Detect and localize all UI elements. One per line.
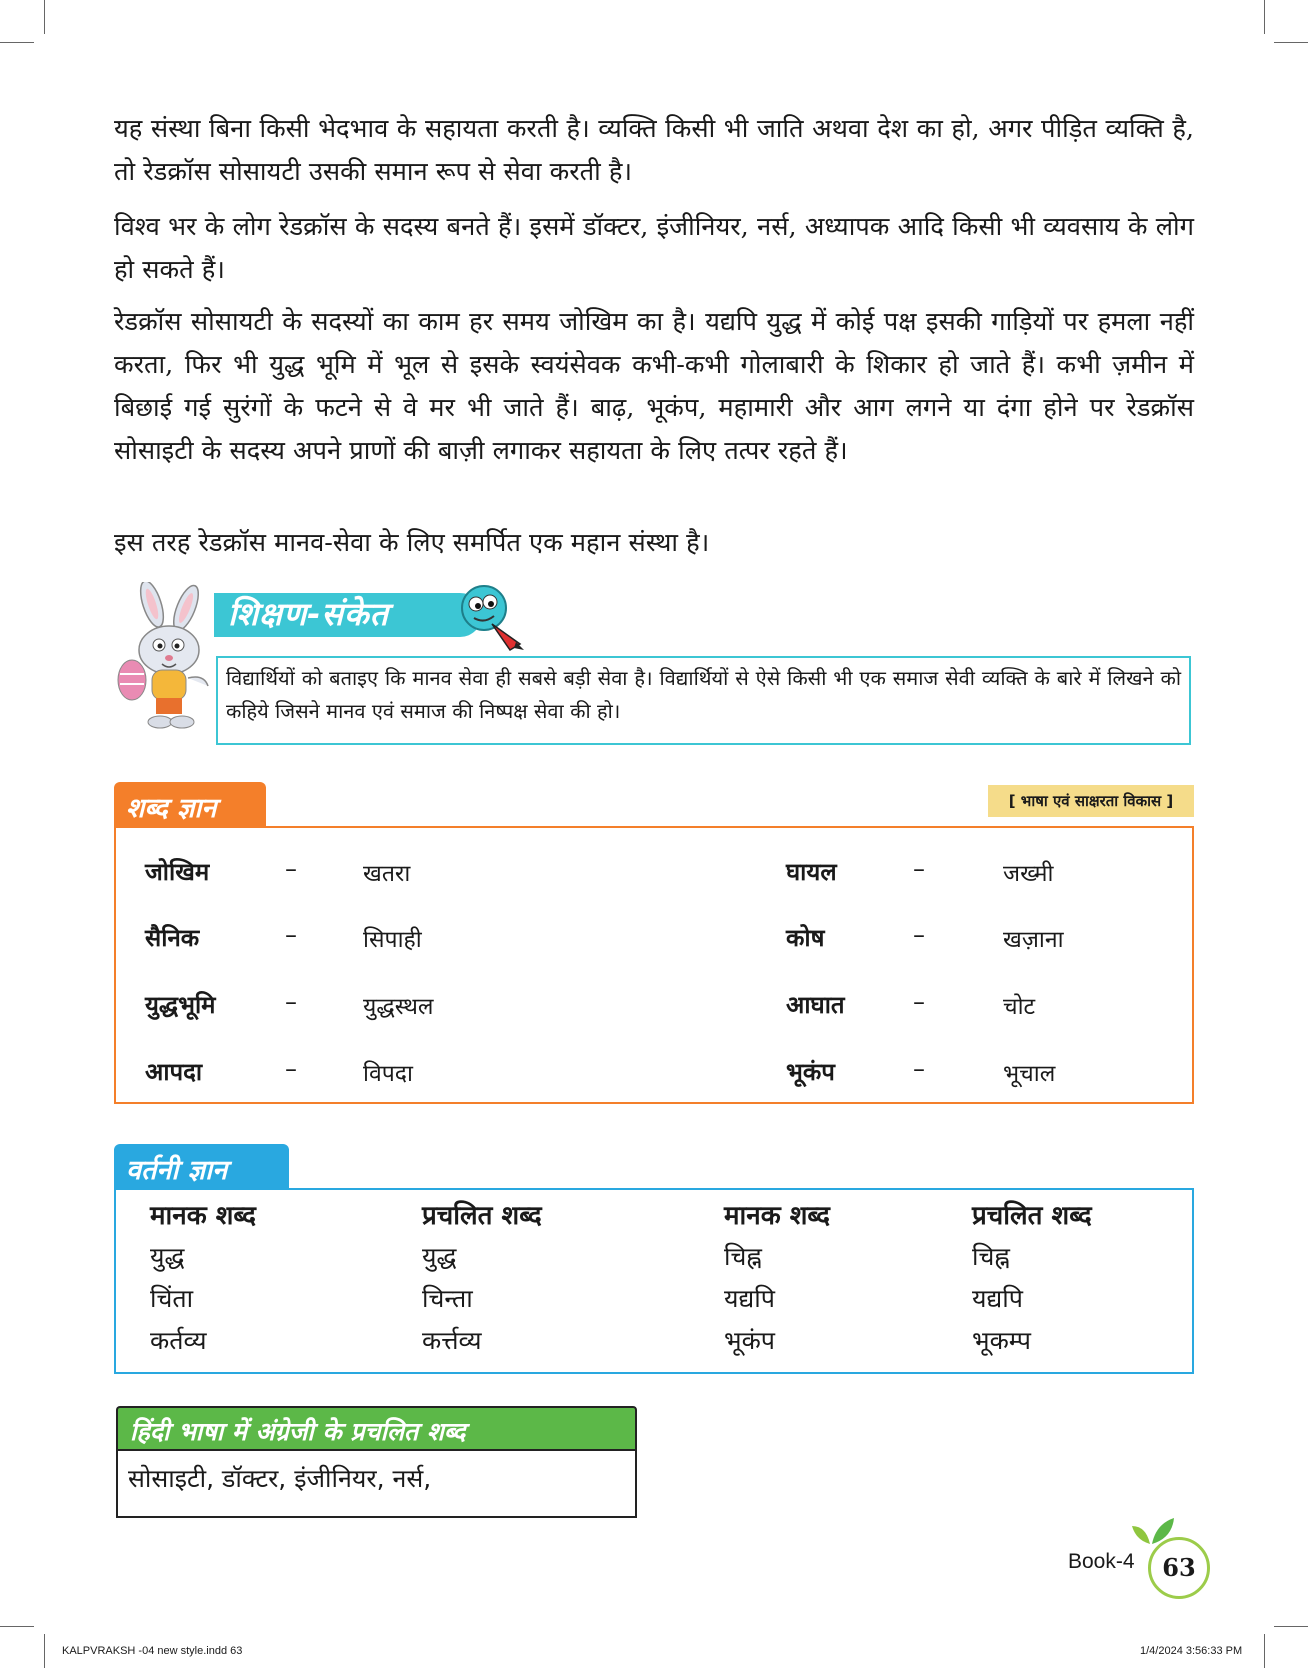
- crop-mark: [1264, 1634, 1265, 1668]
- teaching-hint-box: विद्यार्थियों को बताइए कि मानव सेवा ही सबसे बड़ी सेवा है। विद्यार्थियों से ऐसे किसी भी एक समाज सेवी व्यक्ति के बारे में लिखने को कहिये जिसने मानव एवं समाज की निष्पक्ष सेवा की हो।: [216, 656, 1191, 745]
- paragraph-2: विश्व भर के लोग रेडक्रॉस के सदस्य बनते हैं। इसमें डॉक्टर, इंजीनियर, नर्स, अध्यापक आदि किसी भी व्यवसाय के लोग हो सकते हैं।: [114, 212, 1194, 285]
- spelling-cell: यद्यपि: [724, 1284, 775, 1313]
- spelling-cell: चिन्ता: [422, 1284, 473, 1313]
- vocab-meaning: खज़ाना: [1003, 927, 1064, 953]
- spelling-title-tab: वर्तनी ज्ञान: [114, 1144, 289, 1188]
- crop-mark: [1264, 0, 1265, 34]
- crop-mark: [0, 42, 34, 43]
- vocab-dash: –: [913, 1055, 925, 1083]
- vocab-meaning: चोट: [1003, 994, 1036, 1020]
- spelling-cell: युद्ध: [150, 1242, 185, 1271]
- skill-tag: [ भाषा एवं साक्षरता विकास ]: [988, 785, 1194, 817]
- vocab-meaning: सिपाही: [363, 927, 422, 953]
- vocab-dash: –: [913, 921, 925, 949]
- teaching-hint-title: शिक्षण-संकेत: [228, 595, 389, 633]
- crop-mark: [44, 0, 45, 34]
- vocab-word: भूकंप: [786, 1058, 835, 1086]
- spelling-cell: चिह्न: [972, 1242, 1010, 1271]
- vocab-word: आघात: [786, 991, 845, 1019]
- spelling-cell: युद्ध: [422, 1242, 457, 1271]
- vocab-dash: –: [285, 988, 297, 1016]
- spelling-cell: भूकम्प: [972, 1326, 1031, 1355]
- english-words-box: सोसाइटी, डॉक्टर, इंजीनियर, नर्स,: [116, 1449, 637, 1518]
- spelling-header: मानक शब्द: [150, 1201, 256, 1231]
- crop-mark: [1274, 42, 1308, 43]
- vocab-word: सैनिक: [145, 924, 200, 952]
- pencil-mascot-icon: [454, 580, 530, 652]
- paragraph-4: इस तरह रेडक्रॉस मानव-सेवा के लिए समर्पित एक महान संस्था है।: [114, 528, 710, 558]
- vocab-word: घायल: [786, 858, 837, 886]
- vocab-word: युद्धभूमि: [145, 991, 216, 1019]
- vocab-dash: –: [285, 921, 297, 949]
- vocab-meaning: भूचाल: [1003, 1061, 1056, 1087]
- vocab-meaning: खतरा: [363, 861, 411, 887]
- footer-file: KALPVRAKSH -04 new style.indd 63: [62, 1645, 243, 1657]
- vocab-meaning: युद्धस्थल: [363, 994, 434, 1020]
- paragraph-3: रेडक्रॉस सोसायटी के सदस्यों का काम हर समय जोखिम का है। यद्यपि युद्ध में कोई पक्ष इसकी गाड़ियों पर हमला नहीं करता, फिर भी युद्ध भूमि में भूल से इसके स्वयंसेवक कभी-कभी गोलाबारी के शिकार हो जाते हैं। कभी ज़मीन में बिछाई गई सुरंगों के फटने से वे मर भी जाते हैं। बाढ़, भूकंप, महामारी और आग लगने या दंगा होने पर रेडक्रॉस सोसाइटी के सदस्य अपने प्राणों की बाज़ी लगाकर सहायता के लिए तत्पर रहते हैं।: [114, 307, 1194, 466]
- page-number: 63: [1148, 1537, 1210, 1599]
- spelling-cell: यद्यपि: [972, 1284, 1023, 1313]
- spelling-cell: कर्तव्य: [150, 1326, 207, 1355]
- footer-date: 1/4/2024 3:56:33 PM: [1140, 1645, 1243, 1657]
- crop-mark: [0, 1626, 34, 1627]
- spelling-header: मानक शब्द: [724, 1201, 830, 1231]
- vocab-meaning: जख्मी: [1003, 861, 1054, 887]
- spelling-cell: चिंता: [150, 1284, 194, 1313]
- spelling-header: प्रचलित शब्द: [972, 1201, 1092, 1231]
- paragraph-1: यह संस्था बिना किसी भेदभाव के सहायता करती है। व्यक्ति किसी भी जाति अथवा देश का हो, अगर पीड़ित व्यक्ति है, तो रेडक्रॉस सोसायटी उसकी समान रूप से सेवा करती है।: [114, 114, 1194, 187]
- vocab-word: कोष: [786, 924, 825, 952]
- vocab-dash: –: [285, 855, 297, 883]
- vocab-title-tab: शब्द ज्ञान: [114, 782, 266, 826]
- crop-mark: [44, 1634, 45, 1668]
- spelling-cell: चिह्न: [724, 1242, 762, 1271]
- vocab-dash: –: [913, 855, 925, 883]
- spelling-cell: भूकंप: [724, 1326, 775, 1355]
- vocab-word: जोखिम: [145, 858, 210, 886]
- spelling-cell: कर्त्तव्य: [422, 1326, 482, 1355]
- book-label: Book-4: [1068, 1550, 1135, 1573]
- vocab-dash: –: [913, 988, 925, 1016]
- vocab-word: आपदा: [145, 1058, 203, 1086]
- vocab-dash: –: [285, 1055, 297, 1083]
- vocab-meaning: विपदा: [363, 1061, 413, 1087]
- english-words-title-tab: हिंदी भाषा में अंग्रेजी के प्रचलित शब्द: [116, 1406, 637, 1450]
- rabbit-mascot-icon: [112, 582, 218, 732]
- crop-mark: [1274, 1626, 1308, 1627]
- spelling-header: प्रचलित शब्द: [422, 1201, 542, 1231]
